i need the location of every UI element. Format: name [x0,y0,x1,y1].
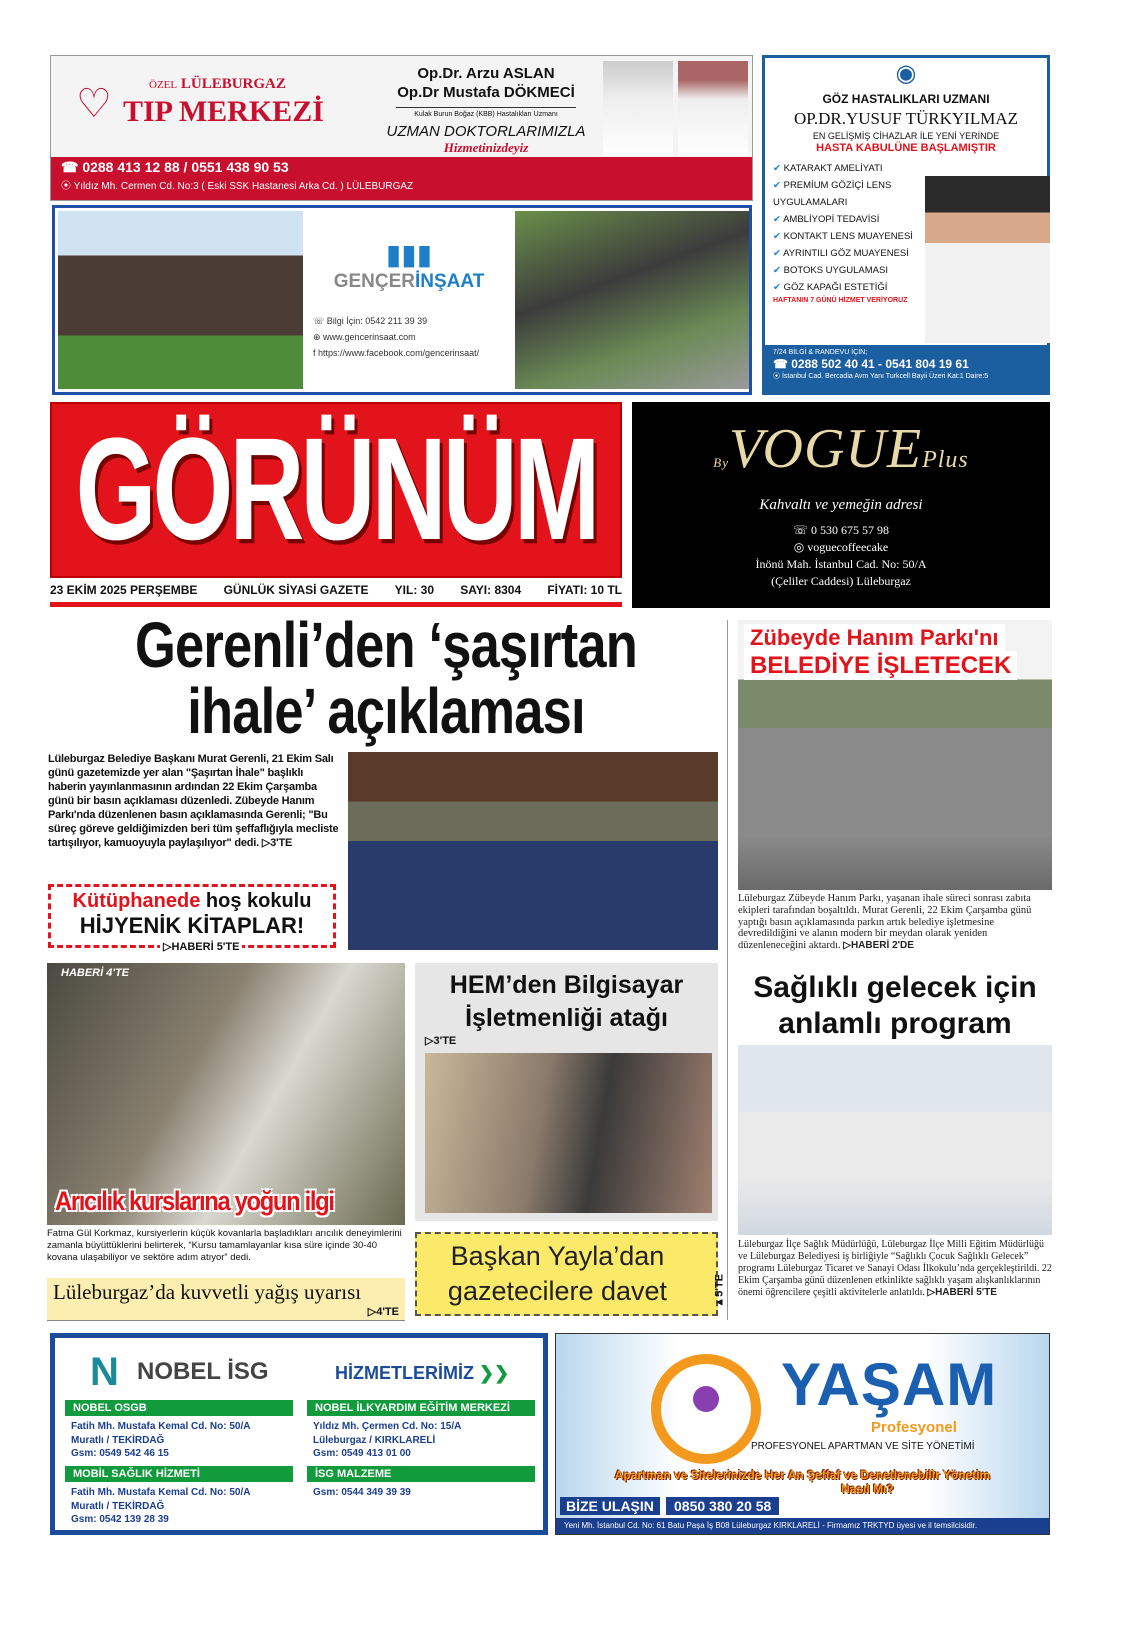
eye-address: ⦿ İstanbul Cad. Bercadia Avm Yanı Turkcell Bayii Üzeri Kat:1 Daire:5 [773,373,989,380]
eye-phone: ☎ 0288 502 40 41 - 0541 804 19 61 [773,357,969,371]
nobel-block [65,1466,293,1527]
yagis-title: Lüleburgaz’da kuvvetli yağış uyarısı [53,1280,362,1304]
issue-number: SAYI: 8304 [460,583,522,597]
tip-phone: ☎ 0288 413 12 88 / 0551 438 90 53 [61,159,289,175]
vogue-address1: İnönü Mah. İstanbul Cad. No: 50/A [755,557,927,571]
saglikli-headline[interactable] [738,970,1052,1042]
kutuphane-rest: hoş kokulu [200,890,312,912]
hem-ref[interactable]: ▷3'TE [425,1035,457,1047]
kutuphane-line2: HİJYENİK KİTAPLAR! [79,913,305,938]
check-icon: ✔ [773,282,781,293]
kutuphane-ref[interactable]: ▷HABERİ 5'TE [160,941,242,954]
check-icon: ✔ [773,231,781,242]
eye-service-item: ✔ AMBLİYOPİ TEDAVİSİ [773,214,880,225]
nobel-block-title: NOBEL İLKYARDIM EĞİTİM MERKEZİ [307,1400,535,1416]
nobel-block-title: MOBİL SAĞLIK HİZMETİ [65,1466,293,1482]
check-icon: ✔ [773,180,781,191]
ad-nobel-isg[interactable] [50,1333,548,1535]
eye-line2: HASTA KABULÜNE BAŞLAMIŞTIR [816,142,996,154]
newspaper-name: GÖRÜNÜM [75,408,597,572]
issue-date: 23 EKİM 2025 PERŞEMBE [50,583,198,597]
ad-goz-hastaliklari[interactable] [762,55,1050,395]
house-photo [58,211,303,389]
check-icon: ✔ [773,214,781,225]
masthead-logo [50,402,622,578]
tip-slogan2: Hizmetinizdeyiz [443,140,529,155]
ad-vogue-plus[interactable] [632,402,1050,608]
nobel-block-line: Gsm: 0549 542 46 15 [71,1448,169,1459]
yasam-sub: Profesyonel [871,1419,957,1436]
yasam-phone: 0850 380 20 58 [666,1497,779,1515]
nobel-block [307,1400,535,1461]
issue-year: YIL: 30 [394,583,435,597]
headline-line2: ihale’ açıklaması [187,675,585,747]
nobel-services: HİZMETLERİMİZ ❯❯ [335,1363,510,1383]
tip-name2: TIP MERKEZİ [123,95,324,128]
vogue-instagram[interactable]: ◎ voguecoffeecake [793,540,889,554]
beekeeping-photo [47,963,405,1225]
eye-weekly: HAFTANIN 7 GÜNÜ HİZMET VERİYORUZ [773,297,908,304]
check-icon: ✔ [773,248,781,259]
hem-story[interactable] [415,963,718,1221]
eye-service-item: ✔ KONTAKT LENS MUAYENESİ [773,231,913,242]
nobel-block [307,1466,535,1500]
issue-price: FİYATI: 10 TL [547,583,622,597]
eye-line1: EN GELİŞMİŞ CİHAZLAR İLE YENİ YERİNDE [812,131,1000,141]
eye-service-item: ✔ GÖZ KAPAĞI ESTETİĞİ [773,282,888,293]
gencer-info: ☏ Bilgi İçin: 0542 211 39 39 [313,316,428,326]
yasam-brand: YAŞAM [781,1351,998,1418]
zubeyde-ref[interactable]: ▷HABERİ 2'DE [843,940,914,952]
aricilik-caption: Fatma Gül Korkmaz, kursiyerlerin küçük kovanlarla başladıkları arıcılık deneyimlerini zamanla büyüttüklerini belirterek, “Kursu tamamlayanlar kısa süre içinde 30-40 kovana ulaşabiliyor ve sektöre adım atıyor” dedi. [47,1228,402,1263]
aerial-villas-photo [515,211,749,389]
vogue-name: VOGUE [728,418,923,480]
zubeyde-park-photo [738,620,1052,890]
tip-slogan1: UZMAN DOKTORLARIMIZLA [386,123,586,140]
yasam-slogan2: Nasıl Mı? [841,1482,894,1496]
hem-title1: HEM’den Bilgisayar [449,971,684,999]
nobel-block-title: İSG MALZEME [307,1466,535,1482]
nobel-block-line: Gsm: 0544 349 39 39 [313,1487,411,1498]
building-logo-icon: ▮▮▮ [385,239,433,270]
tip-address: ⦿ Yıldız Mh. Cermen Cd. No:3 ( Eski SSK Hastanesi Arka Cd. ) LÜLEBURGAZ [61,181,414,192]
health-event-photo [738,1045,1052,1235]
yayla-story[interactable] [415,1232,726,1316]
gencer-brand1: GENÇER [333,271,415,292]
nobel-block-line: Muratlı / TEKİRDAĞ [71,1434,165,1446]
yayla-ref[interactable]: ▲5'TE [714,1274,726,1308]
tip-name1: LÜLEBURGAZ [180,76,286,92]
zubeyde-title1: Zübeyde Hanım Parkı'nı [744,624,1005,651]
check-icon: ✔ [773,265,781,276]
check-icon: ✔ [773,163,781,174]
hem-title2: İşletmenliği atağı [465,1004,668,1032]
nobel-block-line: Fatih Mh. Mustafa Kemal Cd. No: 50/A [71,1421,251,1432]
saglikli-title2: anlamlı program [778,1007,1012,1040]
saglikli-title1: Sağlıklı gelecek için [753,971,1037,1004]
eye-info: 7/24 BİLGİ & RANDEVU İÇİN; [773,349,868,356]
kutuphane-red: Kütüphanede [72,890,201,912]
main-lead [48,752,343,850]
eye-service-item: ✔ PREMİUM GÖZİÇİ LENS UYGULAMALARI [773,180,892,208]
divider [50,602,622,607]
vogue-by: By [713,455,729,470]
main-headline[interactable] [48,609,724,747]
yagis-story[interactable] [47,1278,405,1321]
nobel-brand: NOBEL İSG [137,1358,269,1385]
tip-ozel: ÖZEL [149,79,178,91]
vogue-phone: ☏ 0 530 675 57 98 [792,523,889,537]
lead-ref[interactable]: ▷3'TE [261,837,293,849]
kutuphane-story[interactable] [48,884,336,948]
vogue-tagline: Kahvaltı ve yemeğin adresi [759,497,923,513]
eye-title: GÖZ HASTALIKLARI UZMANI [822,92,990,106]
nobel-block [65,1400,293,1461]
gencer-brand2: İNŞAAT [414,271,485,292]
yayla-title1: Başkan Yayla’dan [450,1241,665,1271]
ad-tip-merkezi[interactable] [50,55,753,201]
tip-doctor2: Op.Dr Mustafa DÖKMECİ [397,84,575,101]
ad-gencer-insaat[interactable] [52,205,752,395]
gerenli-press-photo [348,752,718,950]
ad-yasam[interactable] [555,1333,1050,1535]
column-divider [727,620,728,1320]
doctor-photo-1 [603,61,673,156]
doctor-photo [925,176,1050,343]
aricilik-title: Arıcılık kurslarına yoğun ilgi [55,1186,334,1216]
lead-text: Lüleburgaz Belediye Başkanı Murat Gerenli, 21 Ekim Salı günü gazetemizde yer alan "Şaşırtan İhale" başlıklı haberin yayınlanmasının ardından 22 Ekim Çarşamba günü bir basın açıklaması düzenledi. Zübeyde Hanım Parkı'nda düzenlenen basın açıklamasında Gerenli; "Bu süreç göreve geldiğimizden beri tüm şeffaflığıyla mecliste tartışılıyor, kamuoyuyla paylaşılıyor" dedi. [48,753,339,849]
eye-service-item: ✔ AYRINTILI GÖZ MUAYENESİ [773,248,909,259]
tip-doctor1: Op.Dr. Arzu ASLAN [417,65,555,82]
eye-service-item: ✔ BOTOKS UYGULAMASI [773,265,888,276]
yasam-desc: PROFESYONEL APARTMAN VE SİTE YÖNETİMİ [751,1441,975,1452]
headline-line1: Gerenli’den ‘şaşırtan [135,609,637,681]
nobel-block-line: Muratlı / TEKİRDAĞ [71,1500,165,1512]
nobel-logo-icon: N [90,1350,119,1394]
nobel-block-line: Lüleburgaz / KIRKLARELİ [313,1434,436,1446]
eye-doctor: OP.DR.YUSUF TÜRKYILMAZ [793,109,1019,128]
computer-class-photo [425,1053,712,1213]
nobel-block-line: Fatih Mh. Mustafa Kemal Cd. No: 50/A [71,1487,251,1498]
vogue-plus: Plus [922,447,969,473]
yasam-contact-label: BİZE ULAŞIN [560,1497,660,1515]
yasam-logo-icon [651,1354,761,1464]
gencer-facebook[interactable]: f https://www.facebook.com/gencerinsaat/ [313,348,480,358]
gencer-web[interactable]: ⊕ www.gencerinsaat.com [313,332,416,342]
saglikli-ref[interactable]: ▷HABERİ 5'TE [927,1287,997,1298]
nobel-block-line: Yıldız Mh. Çermen Cd. No: 15/A [313,1421,462,1432]
doctor-photo-2 [678,61,748,156]
nobel-block-line: Gsm: 0542 139 28 39 [71,1514,169,1525]
nobel-block-title: NOBEL OSGB [65,1400,293,1416]
saglikli-caption: Lüleburgaz İlçe Sağlık Müdürlüğü, Lüleburgaz İlçe Milli Eğitim Müdürlüğü ve Lüleburgaz Belediyesi iş birliğiyle “Sağlıklı Çocuk Sağlıklı Gelecek” programı Lüleburgaz Ticaret ve Sanayi Odası İlkokulu’nda gerçekleştirildi. 22 Ekim Çarşamba günü düzenlenen etkinlikte sağlıklı yaşam alışkanlıklarının önemi öğrencilere çeşitli aktivitelerle anlatıldı. ▷HABERİ 5'TE [738,1239,1052,1298]
yayla-title2: gazetecilere davet [447,1276,668,1306]
newspaper-type: GÜNLÜK SİYASİ GAZETE [223,583,369,597]
vogue-address2: (Çeliler Caddesi) Lüleburgaz [771,574,911,588]
dateline [50,580,622,600]
eye-service-item: ✔ KATARAKT AMELİYATI [773,163,883,174]
yasam-footer: Yeni Mh. İstanbul Cd. No: 61 Batu Paşa İş B08 Lüleburgaz KIRKLARELİ - Firmamız TRKTYD üyesi ve il temsilcisidir. [556,1518,1049,1534]
yagis-ref[interactable]: ▷4'TE [367,1306,399,1318]
heart-logo-icon: ♡ [76,82,112,126]
yasam-slogan1: Apartman ve Sitelerinizde Her An Şeffaf ve Denetlenebilir Yönetim [614,1468,991,1482]
aricilik-ref[interactable]: HABERİ 4'TE [61,967,130,979]
zubeyde-caption: Lüleburgaz Zübeyde Hanım Parkı, yaşanan ihale süreci sonrası zabıta ekipleri tarafından boşaltıldı. Murat Gerenli, 22 Ekim Çarşamba günü yaptığı basın açıklamasında parkın artık belediye işletmesine devredildiğini ve alanın modern bir meydan olarak yeniden düzenleneceğini aktardı. ▷HABERİ 2'DE [738,893,1032,952]
nobel-block-line: Gsm: 0549 413 01 00 [313,1448,411,1459]
eye-logo-icon: ◉ [895,60,917,87]
zubeyde-title2: BELEDİYE İŞLETECEK [744,651,1017,680]
tip-specialty: Kulak Burun Boğaz (KBB) Hastalıkları Uzmanı [414,111,558,118]
